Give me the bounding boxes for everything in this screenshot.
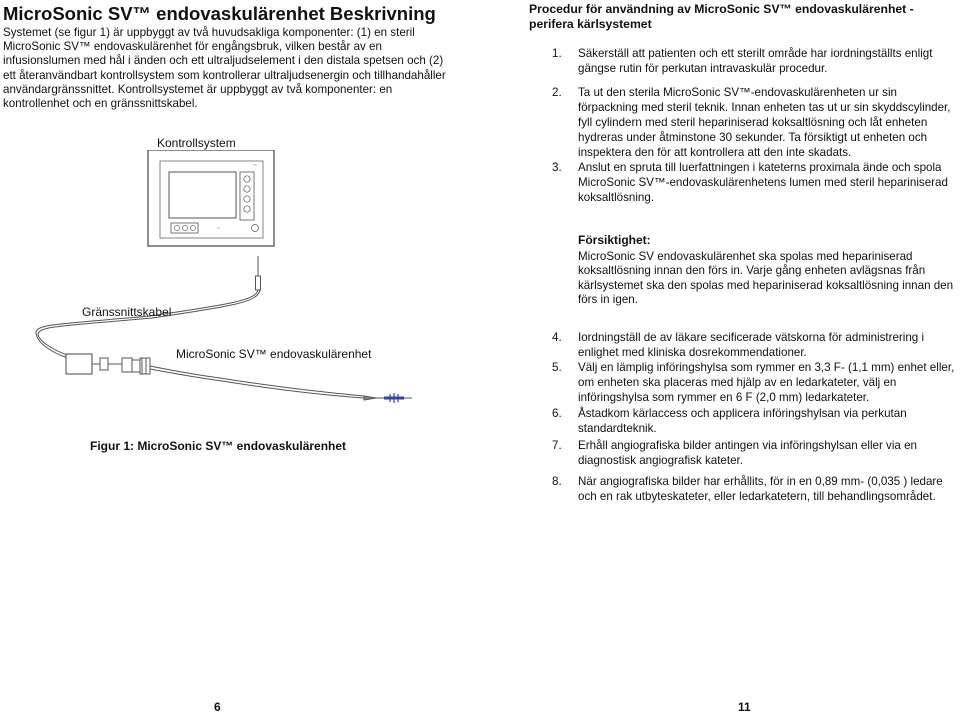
step-text: Åstadkom kärlaccess och applicera införingshylsan via perkutan standardteknik. [578, 407, 907, 435]
label-device: MicroSonic SV™ endovaskulärenhet [176, 347, 372, 361]
step-item [552, 330, 957, 360]
step-item [552, 406, 957, 436]
label-control-system: Kontrollsystem [157, 136, 236, 150]
interface-cable [36, 256, 412, 403]
page-number-right: 11 [738, 700, 751, 714]
step-text: När angiografiska bilder har erhållits, för in en 0,89 mm- (0,035 ) ledare och en rak utbyteskateter, eller ledarkatetern, till behandlingsområdet. [578, 475, 943, 503]
step-number: 1. [552, 47, 562, 60]
step-text: Erhåll angiografiska bilder antingen via införingshylsan eller via en diagnostisk angiografisk kateter. [578, 439, 917, 467]
page-title: MicroSonic SV™ endovaskulärenhet Beskrivning [3, 3, 436, 24]
figure-caption: Figur 1: MicroSonic SV™ endovaskulärenhet [90, 439, 347, 453]
step-number: 8. [552, 475, 562, 488]
step-item [552, 438, 957, 468]
step-number: 5. [552, 361, 562, 374]
system-diagram [0, 150, 460, 430]
procedure-heading: Procedur för användning av MicroSonic SV™ endovaskulärenhet - perifera kärlsystemet [529, 2, 914, 31]
step-text: Välj en lämplig införingshylsa som rymmer en 3,3 F- (1,1 mm) enhet eller, om enheten ska placeras med hjälp av en ledarkateter, välj en införingshylsa som rymmer en 6 F (2,0 mm) ledarkateter. [578, 361, 955, 404]
step-number: 3. [552, 161, 562, 174]
step-number: 4. [552, 331, 562, 344]
page-number-left: 6 [214, 700, 221, 714]
caution-title: Försiktighet: [578, 233, 651, 247]
intro-paragraph: Systemet (se figur 1) är uppbyggt av två huvudsakliga komponenter: (1) en steril MicroSonic SV™ endovaskulärenhet för engångsbruk, vilken består av en infusionslumen med hål i änden och ett ultraljudselement i den distala spetsen och (2) ett återanvändbart kontrollsystem som kontrollerar ultraljudsenergin och tillhandahåller användargränssnittet. Kontrollsystemet är uppbyggt av två komponenter: en kontrollenhet och en gränssnittskabel. [3, 26, 446, 111]
step-item [552, 474, 957, 504]
step-text: Anslut en spruta till luerfattningen i kateterns proximala ände och spola MicroSonic SV™-endovaskulärenhetens lumen med steril hepariniserad koksaltlösning. [578, 161, 948, 204]
step-number: 6. [552, 407, 562, 420]
step-number: 2. [552, 86, 562, 99]
label-interface-cable: Gränssnittskabel [82, 305, 172, 319]
step-text: Säkerställ att patienten och ett sterilt område har iordningställts enligt gängse rutin för perkutan intravaskulär procedur. [578, 47, 933, 75]
step-text: Ta ut den sterila MicroSonic SV™-endovaskulärenheten ur sin förpackning med steril teknik. Innan enheten tas ut ur sin skyddscylinder, fyll cylindern med steril hepariniserad koksaltlösning och låt enheten hydreras under åtminstone 30 sekunder. Ta försiktigt ut enheten och inspektera den för att kontrollera att den inte skadats. [578, 86, 951, 159]
step-item [552, 85, 957, 160]
step-item [552, 46, 957, 76]
step-text: Iordningställ de av läkare secificerade vätskorna för administrering i enlighet med kliniska dosrekommendationer. [578, 331, 925, 359]
step-item [552, 360, 957, 405]
caution-text: MicroSonic SV endovaskulärenhet ska spolas med hepariniserad koksaltlösning innan den förs in. Varje gång enheten avlägsnas från kärlsystemet ska den spolas med hepariniserad koksaltlösning innan den förs in igen. [578, 250, 954, 307]
step-number: 7. [552, 439, 562, 452]
step-item [552, 160, 957, 205]
control-unit [148, 150, 274, 246]
